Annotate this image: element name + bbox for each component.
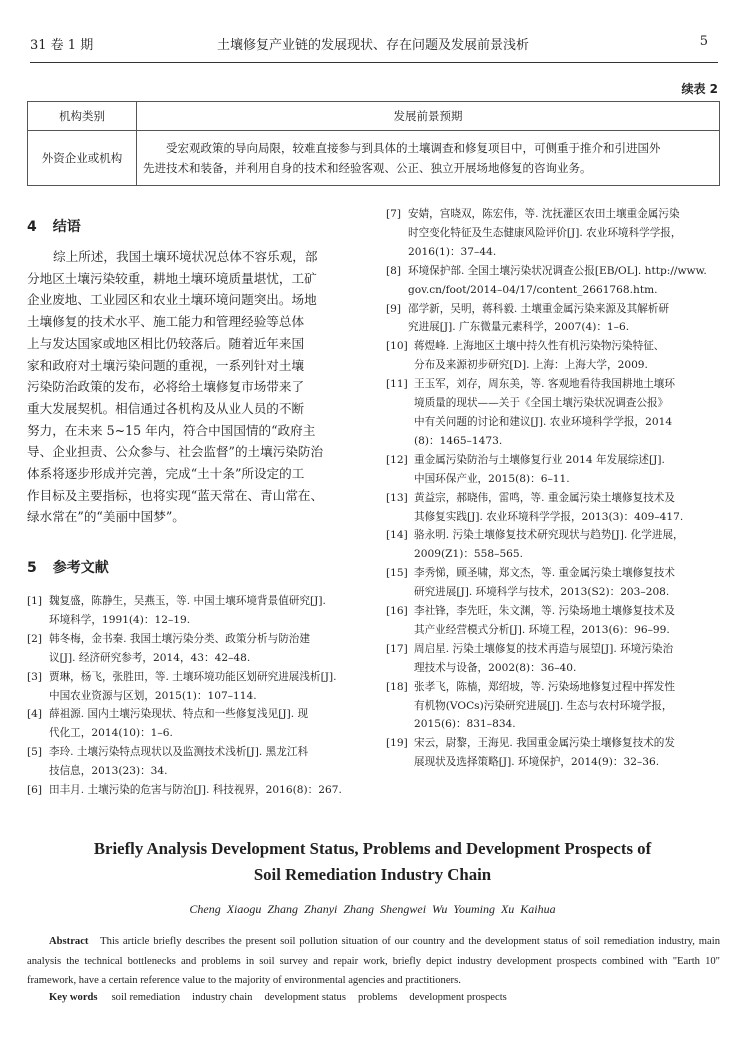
header-rule — [30, 62, 718, 63]
prospect-line: 先进技术和装备，并利用自身的技术和经验客观、公正、独立开展场地修复的咨询业务。 — [143, 161, 592, 175]
reference-line: 韩冬梅，金书秦. 我国土壤污染分类、政策分析与防治建 — [49, 632, 310, 645]
reference-line: 2016(1)：37–44. — [408, 245, 497, 258]
body-line: 重大发展契机。相信通过各机构及从业人员的不断 — [27, 400, 305, 416]
reference-line: 黄益宗，郝晓伟，雷鸣，等. 重金属污染土壤修复技术及 — [414, 491, 675, 504]
body-line: 上与发达国家或地区相比仍较落后。随着近年来国 — [27, 335, 305, 351]
keyword: industry chain — [192, 992, 253, 1003]
table-header-category: 机构类别 — [28, 102, 137, 131]
reference-number: [5] — [27, 746, 43, 759]
abstract-text: This article briefly describes the present soil pollution situation of our country and the development status of soil remediation industry, main analysis the technical bottlenecks and problems in soil survey and repair work, briefly depict industry development prospects combined with "Earth 10" framework, have a certain reference value to the majority of environmental agencies and practitioners. — [27, 936, 720, 986]
reference-line: 时空变化特征及生态健康风险评价[J]. 农业环境科学学报， — [408, 226, 682, 239]
reference-line: 有机物(VOCs)污染研究进展[J]. 生态与农村环境学报， — [414, 699, 673, 712]
english-title-line: Briefly Analysis Development Status, Problems and Development Prospects of — [93, 839, 652, 858]
reference-number: [6] — [27, 784, 43, 797]
reference-item — [386, 262, 722, 300]
reference-line: 张孝飞，陈樯，郑绍坡，等. 污染场地修复过程中挥发性 — [414, 680, 675, 693]
references-right — [386, 205, 722, 772]
reference-line: 重金属污染防治与土壤修复行业 2014 年发展综述[J]. — [414, 453, 665, 466]
reference-item — [386, 734, 722, 772]
reference-item — [386, 451, 722, 489]
reference-line: 2009(Z1)：558–565. — [414, 548, 524, 561]
reference-item — [386, 375, 722, 451]
reference-number: [13] — [386, 491, 408, 504]
reference-number: [10] — [386, 340, 408, 353]
reference-line: 理技术与设备，2002(8)：36–40. — [414, 661, 577, 674]
reference-line: 田丰月. 土壤污染的危害与防治[J]. 科技视界，2016(8)：267. — [49, 784, 342, 797]
keyword: development status — [264, 992, 346, 1003]
reference-line: 究进展[J]. 广东微量元素科学，2007(4)：1–6. — [408, 321, 630, 334]
reference-number: [16] — [386, 605, 408, 618]
reference-number: [18] — [386, 680, 408, 693]
section-title: 结语 — [52, 219, 81, 235]
reference-line: 展现状及选择策略[J]. 环境保护，2014(9)：32–36. — [414, 756, 660, 769]
reference-item — [386, 678, 722, 735]
running-header — [30, 34, 716, 56]
reference-item — [27, 630, 363, 668]
reference-line: 薛祖源. 国内土壤污染现状、特点和一些修复浅见[J]. 现 — [49, 708, 309, 721]
reference-line: 研究进展[J]. 环境科学与技术，2013(S2)：203–208. — [414, 586, 670, 599]
reference-item — [386, 300, 722, 338]
reference-line: 王玉军，刘存，周东美，等. 客观地看待我国耕地土壤环 — [414, 378, 675, 391]
body-line: 分地区土壤污染较重，耕地土壤环境质量堪忧，工矿 — [27, 270, 317, 286]
reference-line: 中国环保产业，2015(8)：6–11. — [414, 472, 570, 485]
table-header-row — [28, 102, 720, 131]
reference-number: [3] — [27, 670, 43, 683]
reference-line: (8)：1465–1473. — [414, 434, 503, 447]
body-line: 综上所述，我国土壤环境状况总体不容乐观，部 — [53, 249, 318, 264]
table-cell-prospect — [137, 131, 720, 186]
reference-line: 中国农业资源与区划，2015(1)：107–114. — [49, 689, 257, 702]
body-line: 努力，在未来 5~15 年内，符合中国国情的“政府主 — [27, 422, 316, 438]
body-line: 家和政府对土壤污染问题的重视，一系列针对土壤 — [27, 357, 305, 373]
body-line: 土壤修复的技术水平、施工能力和管理经验等总体 — [27, 314, 305, 330]
reference-line: 技信息，2013(23)：34. — [49, 765, 168, 778]
section-number: 5 — [27, 560, 37, 576]
reference-item — [386, 489, 722, 527]
reference-line: 分布及来源初步研究[D]. 上海：上海大学，2009. — [414, 359, 648, 372]
references-left — [27, 592, 363, 800]
body-line: 导、企业担责、公众参与、社会监督”的土壤污染防治 — [27, 444, 324, 460]
reference-line: 李玲. 土壤污染特点现状以及监测技术浅析[J]. 黑龙江科 — [49, 746, 309, 759]
english-title-line: Soil Remediation Industry Chain — [253, 865, 492, 884]
table-row — [28, 131, 720, 186]
reference-item — [27, 592, 363, 630]
reference-line: 魏复盛，陈静生，吴燕玉，等. 中国土壤环境背景值研究[J]. — [49, 595, 326, 607]
keywords-label: Key words — [49, 992, 98, 1003]
reference-number: [12] — [386, 453, 408, 466]
reference-item — [386, 205, 722, 262]
english-authors: Cheng Xiaogu Zhang Zhanyi Zhang Shengwei Wu Youming Xu Kaihua — [189, 902, 556, 916]
reference-item — [386, 337, 722, 375]
body-line: 作目标及主要指标，也将实现“蓝天常在、青山常在、 — [27, 487, 324, 503]
reference-item — [27, 668, 363, 706]
section-number: 4 — [27, 219, 37, 235]
reference-item — [27, 781, 363, 800]
reference-line: 邵学新，吴明，蒋科毅. 土壤重金属污染来源及其解析研 — [408, 302, 669, 315]
english-title — [25, 836, 720, 888]
reference-number: [14] — [386, 529, 408, 542]
reference-line: 代化工，2014(10)：1–6. — [49, 727, 173, 740]
volume-issue: 31 卷 1 期 — [30, 38, 94, 53]
reference-line: 其产业经营模式分析[J]. 环境工程，2013(6)：96–99. — [414, 623, 670, 636]
reference-number: [8] — [386, 264, 402, 277]
keyword: soil remediation — [111, 992, 181, 1003]
body-line: 绿水常在”的“美丽中国梦”。 — [27, 509, 185, 525]
table-cell-category: 外资企业或机构 — [28, 131, 137, 186]
reference-line: 宋云，尉黎，王海见. 我国重金属污染土壤修复技术的发 — [414, 737, 675, 750]
reference-number: [11] — [386, 378, 408, 391]
prospects-table — [27, 101, 720, 186]
body-line: 污染防治政策的发布，必将给土壤修复市场带来了 — [27, 379, 305, 395]
english-abstract — [27, 932, 720, 991]
section-4-heading — [27, 216, 81, 236]
reference-number: [7] — [386, 208, 402, 220]
body-line: 企业废地、工业园区和农业土壤环境问题突出。场地 — [27, 292, 317, 308]
reference-line: 2015(6)：831–834. — [414, 718, 516, 731]
conclusion-paragraph — [27, 246, 360, 528]
reference-line: 蒋煜峰. 上海地区土壤中持久性有机污染物污染特征、 — [414, 340, 665, 353]
reference-number: [1] — [27, 595, 43, 607]
page-number: 5 — [699, 34, 708, 49]
reference-number: [17] — [386, 642, 408, 655]
reference-line: 议[J]. 经济研究参考，2014，43：42–48. — [49, 651, 251, 664]
section-title: 参考文献 — [52, 560, 109, 576]
reference-line: 贾琳，杨飞，张胜田，等. 土壤环境功能区划研究进展浅析[J]. — [49, 670, 337, 683]
reference-line: 李社锋，李先旺，朱文渊，等. 污染场地土壤修复技术及 — [414, 605, 675, 618]
reference-line: 李秀悌，顾圣啸，郑文杰，等. 重金属污染土壤修复技术 — [414, 567, 675, 580]
reference-item — [27, 743, 363, 781]
reference-line: 境质量的现状——关于《全国土壤污染状况调查公报》 — [414, 397, 669, 410]
running-title: 土壤修复产业链的发展现状、存在问题及发展前景浅析 — [216, 38, 529, 53]
reference-number: [15] — [386, 567, 408, 580]
reference-line: 中有关问题的讨论和建议[J]. 农业环境科学学报，2014 — [414, 415, 673, 428]
reference-line: 安婧，宫晓双，陈宏伟，等. 沈抚灌区农田土壤重金属污染 — [408, 208, 680, 220]
english-keywords — [49, 992, 519, 1003]
reference-item — [386, 602, 722, 640]
reference-number: [4] — [27, 708, 43, 721]
reference-line: 周启星. 污染土壤修复的技术再造与展望[J]. 环境污染治 — [414, 642, 674, 655]
reference-item — [386, 640, 722, 678]
keyword: problems — [357, 992, 398, 1003]
reference-number: [9] — [386, 302, 402, 315]
reference-line: 骆永明. 污染土壤修复技术研究现状与趋势[J]. 化学进展， — [414, 529, 684, 542]
body-line: 体系将逐步形成并完善，完成“土十条”所设定的工 — [27, 466, 305, 482]
reference-line: gov.cn/foot/2014–04/17/content_2661768.htm. — [408, 283, 658, 296]
prospect-line: 受宏观政策的导向局限，较难直接参与到具体的土壤调查和修复项目中，可侧重于推介和引进国外 — [166, 141, 661, 155]
section-5-heading — [27, 557, 109, 577]
reference-line: 环境科学，1991(4)：12–19. — [49, 613, 191, 626]
reference-item — [386, 564, 722, 602]
reference-item — [386, 526, 722, 564]
reference-line: 环境保护部. 全国土壤污染状况调查公报[EB/OL]. http://www. — [408, 264, 707, 277]
table-continued-label: 续表 2 — [681, 82, 718, 96]
reference-number: [2] — [27, 632, 43, 645]
reference-item — [27, 705, 363, 743]
table-header-prospect: 发展前景预期 — [137, 102, 720, 131]
keyword: development prospects — [409, 992, 507, 1003]
reference-line: 其修复实践[J]. 农业环境科学学报，2013(3)：409–417. — [414, 510, 684, 523]
reference-number: [19] — [386, 737, 408, 750]
abstract-label: Abstract — [49, 936, 89, 947]
